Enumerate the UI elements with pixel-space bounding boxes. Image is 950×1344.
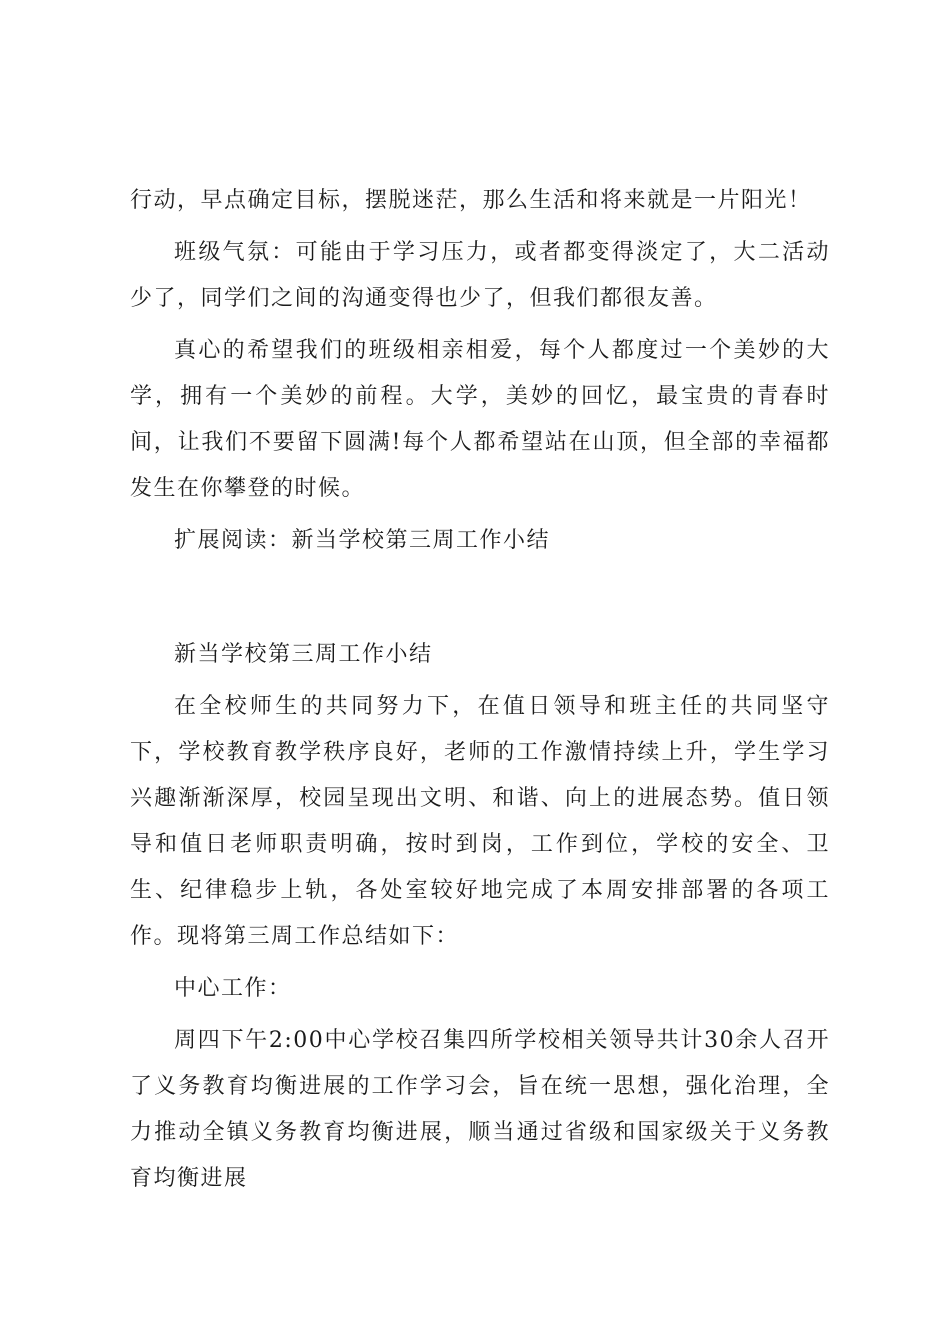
- paragraph-summary-intro: 在全校师生的共同努力下，在值日领导和班主任的共同坚守下，学校教育教学秩序良好，老师的工作激情持续上升，学生学习兴趣渐渐深厚，校园呈现出文明、和谐、向上的进展态势。值日领导和值日老师职责明确，按时到岗，工作到位，学校的安全、卫生、纪律稳步上轨，各处室较好地完成了本周安排部署的各项工作。现将第三周工作总结如下：: [130, 694, 830, 949]
- document-body: [130, 178, 830, 1208]
- paragraph-central-work: 周四下午2:00中心学校召集四所学校相关领导共计30余人召开了义务教育均衡进展的工作学习会，旨在统一思想，强化治理，全力推动全镇义务教育均衡进展，顺当通过省级和国家级关于义务教育均衡进展: [130, 1028, 830, 1191]
- paragraph-class-atmosphere: 班级气氛：可能由于学习压力，或者都变得淡定了，大二活动少了，同学们之间的沟通变得也少了，但我们都很友善。: [130, 240, 830, 311]
- paragraph-wishes: 真心的希望我们的班级相亲相爱，每个人都度过一个美妙的大学，拥有一个美妙的前程。大学，美妙的回忆，最宝贵的青春时间，让我们不要留下圆满!每个人都希望站在山顶，但全部的幸福都发生在你攀登的时候。: [130, 338, 830, 501]
- section-title: 新当学校第三周工作小结: [174, 642, 433, 667]
- section-gap: [130, 570, 830, 632]
- subheading-central-work: 中心工作：: [174, 976, 292, 1001]
- extended-reading-heading: 扩展阅读：新当学校第三周工作小结: [174, 528, 551, 553]
- paragraph-continuation: 行动，早点确定目标，摆脱迷茫，那么生活和将来就是一片阳光！: [130, 188, 812, 213]
